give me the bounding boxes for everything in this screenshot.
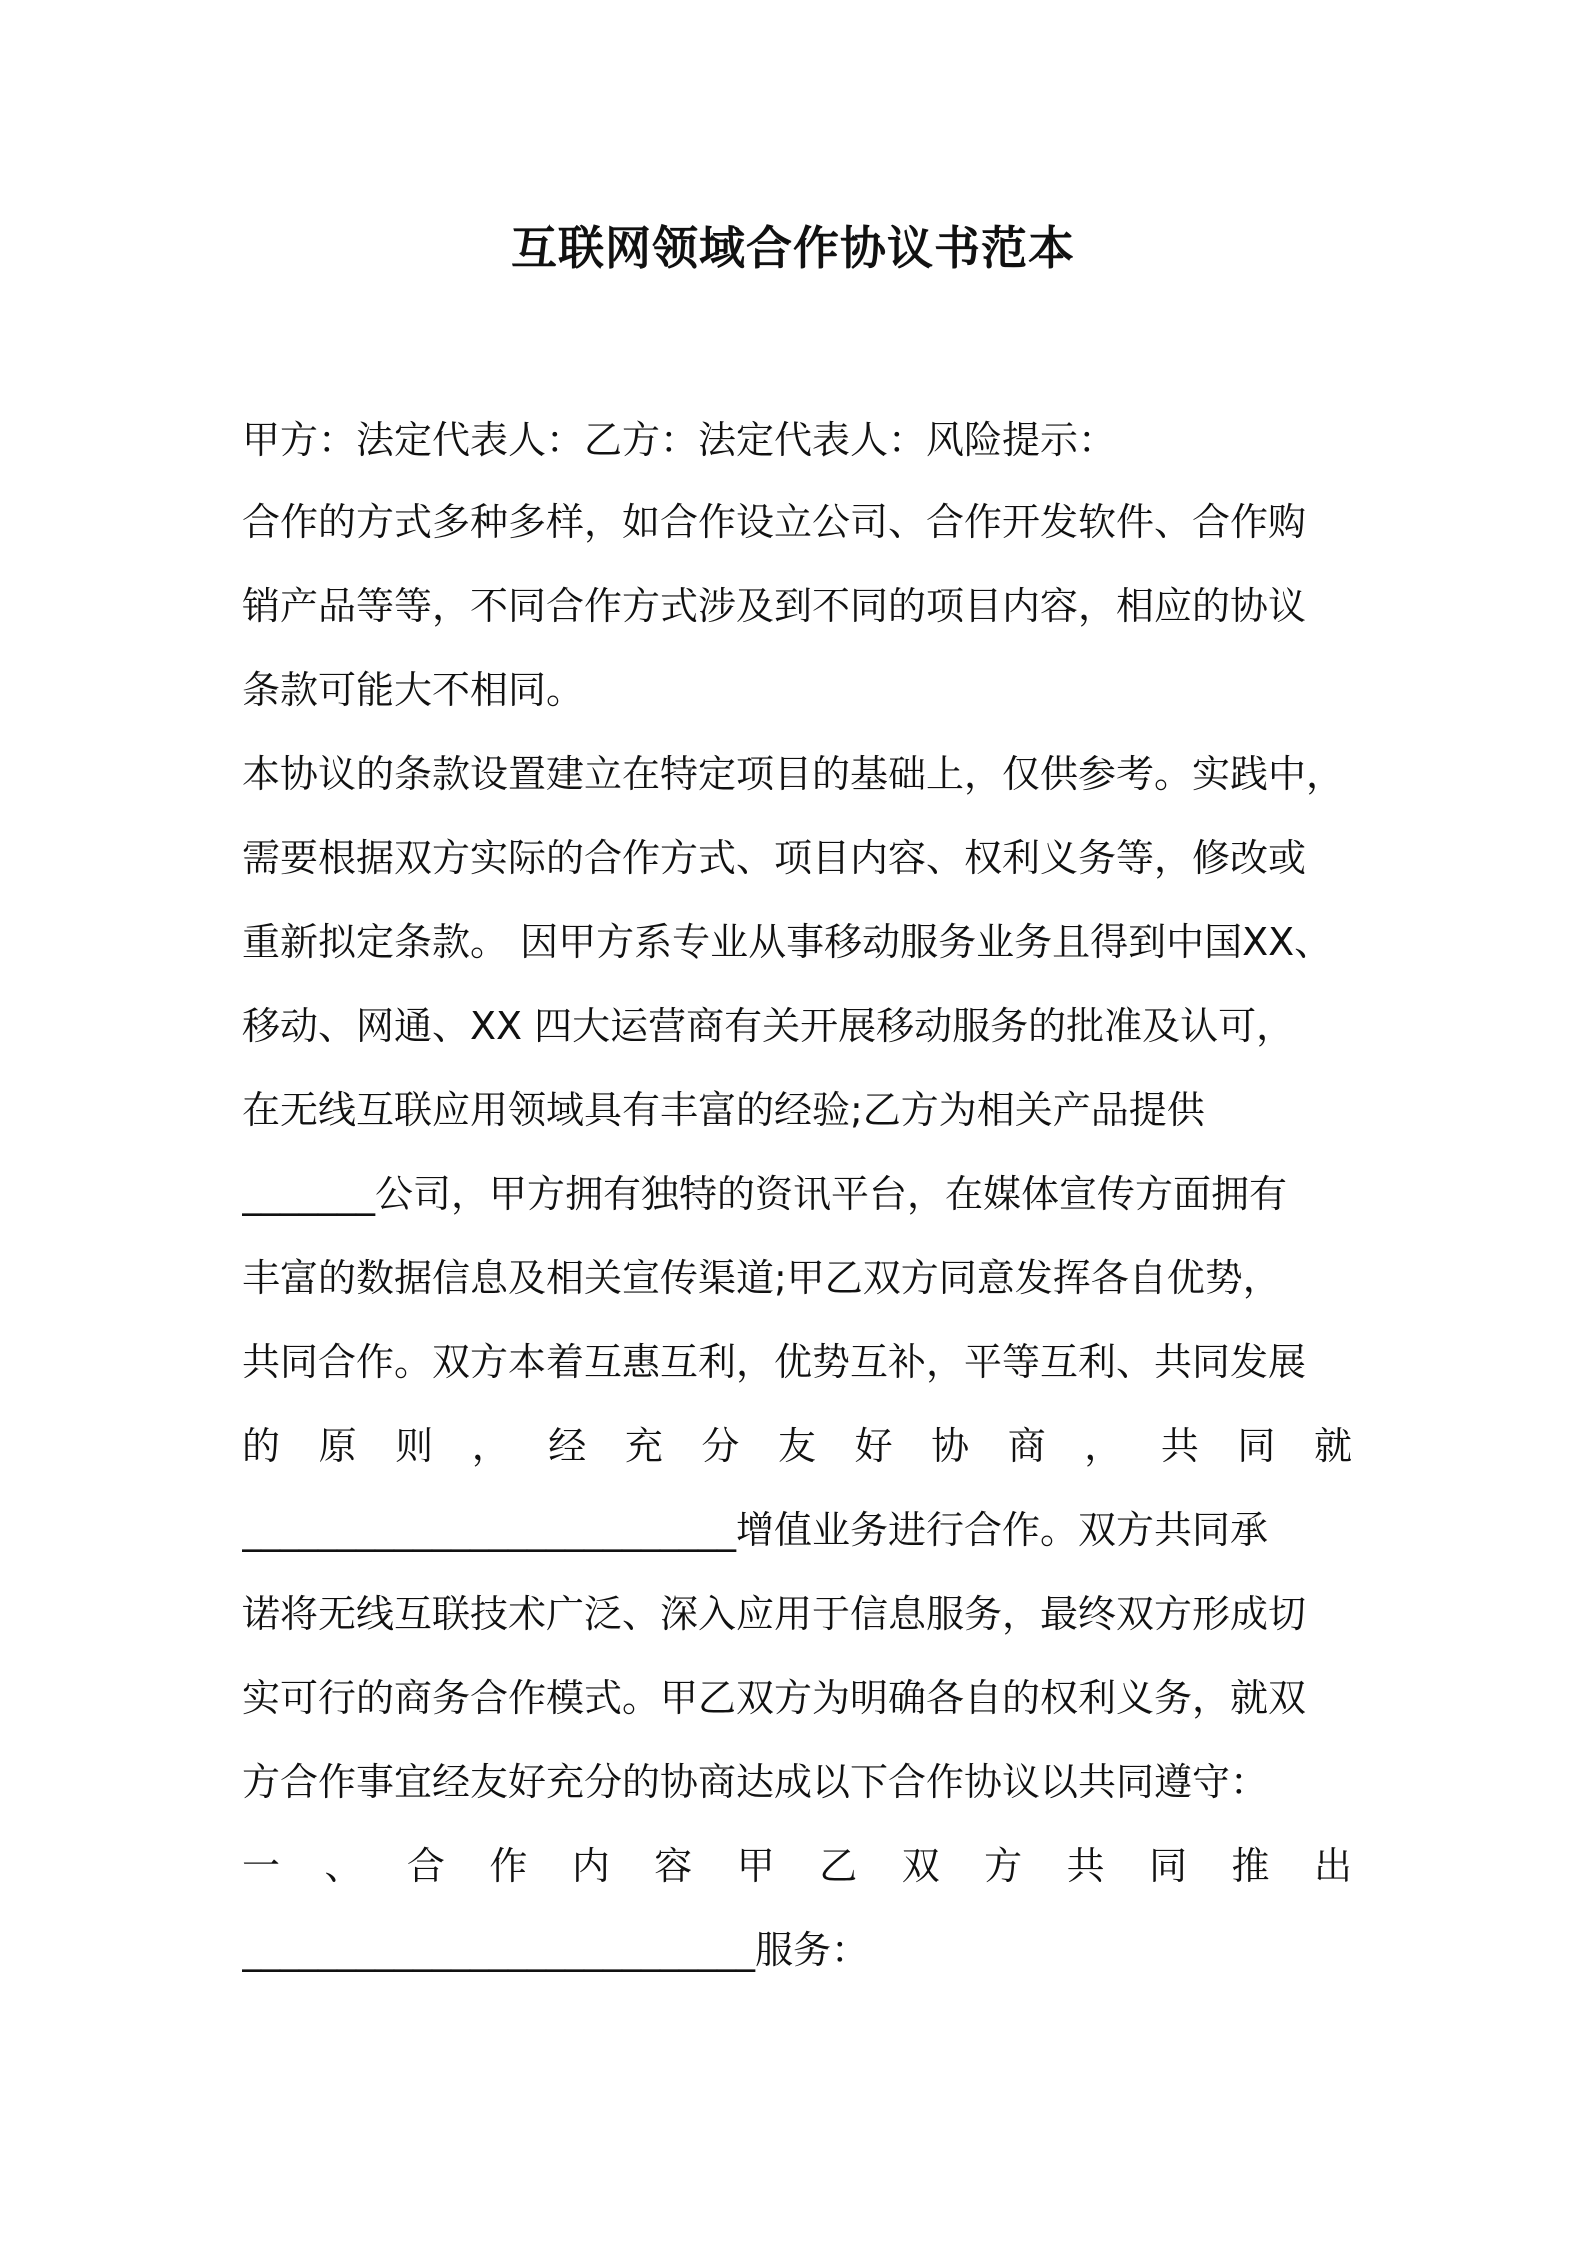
paragraph-line: ___________________________服务： [242, 1928, 870, 1972]
paragraph-line: 的 原 则 ， 经 充 分 友 好 协 商 ， 共 同 就 [242, 1424, 1352, 1468]
paragraph-line: 本协议的条款设置建立在特定项目的基础上，仅供参考。实践中， [242, 752, 1345, 796]
paragraph-line: 丰富的数据信息及相关宣传渠道;甲乙双方同意发挥各自优势， [242, 1256, 1281, 1300]
paragraph-line: 需要根据双方实际的合作方式、项目内容、权利义务等，修改或 [242, 836, 1307, 880]
paragraph-line: _______公司，甲方拥有独特的资讯平台，在媒体宣传方面拥有 [242, 1172, 1288, 1216]
paragraph-line: 条款可能大不相同。 [242, 668, 585, 712]
paragraph-line: 合作的方式多种多样，如合作设立公司、合作开发软件、合作购 [242, 500, 1307, 544]
paragraph-line: 移动、网通、XX 四大运营商有关开展移动服务的批准及认可， [242, 1004, 1295, 1048]
paragraph-line: 方合作事宜经友好充分的协商达成以下合作协议以共同遵守： [242, 1760, 1269, 1804]
paragraph-line: 诺将无线互联技术广泛、深入应用于信息服务，最终双方形成切 [242, 1592, 1307, 1636]
paragraph-line: __________________________增值业务进行合作。双方共同承 [242, 1508, 1269, 1552]
document-title: 互联网领域合作协议书范本 [511, 221, 1075, 275]
paragraph-line: 共同合作。双方本着互惠互利，优势互补，平等互利、共同发展 [242, 1340, 1307, 1384]
paragraph-line: 重新拟定条款。 因甲方系专业从事移动服务业务且得到中国XX、 [242, 920, 1333, 964]
paragraph-line: 实可行的商务合作模式。甲乙双方为明确各自的权利义务，就双 [242, 1676, 1307, 1720]
document-body [242, 480, 1352, 1992]
parties-line: 甲方：法定代表人：乙方：法定代表人：风险提示： [242, 418, 1117, 462]
paragraph-line: 在无线互联应用领域具有丰富的经验;乙方为相关产品提供 [242, 1088, 1205, 1132]
paragraph-line: 销产品等等，不同合作方式涉及到不同的项目内容，相应的协议 [242, 584, 1307, 628]
section-heading-line: 一 、 合 作 内 容 甲 乙 双 方 共 同 推 出 [242, 1844, 1352, 1888]
